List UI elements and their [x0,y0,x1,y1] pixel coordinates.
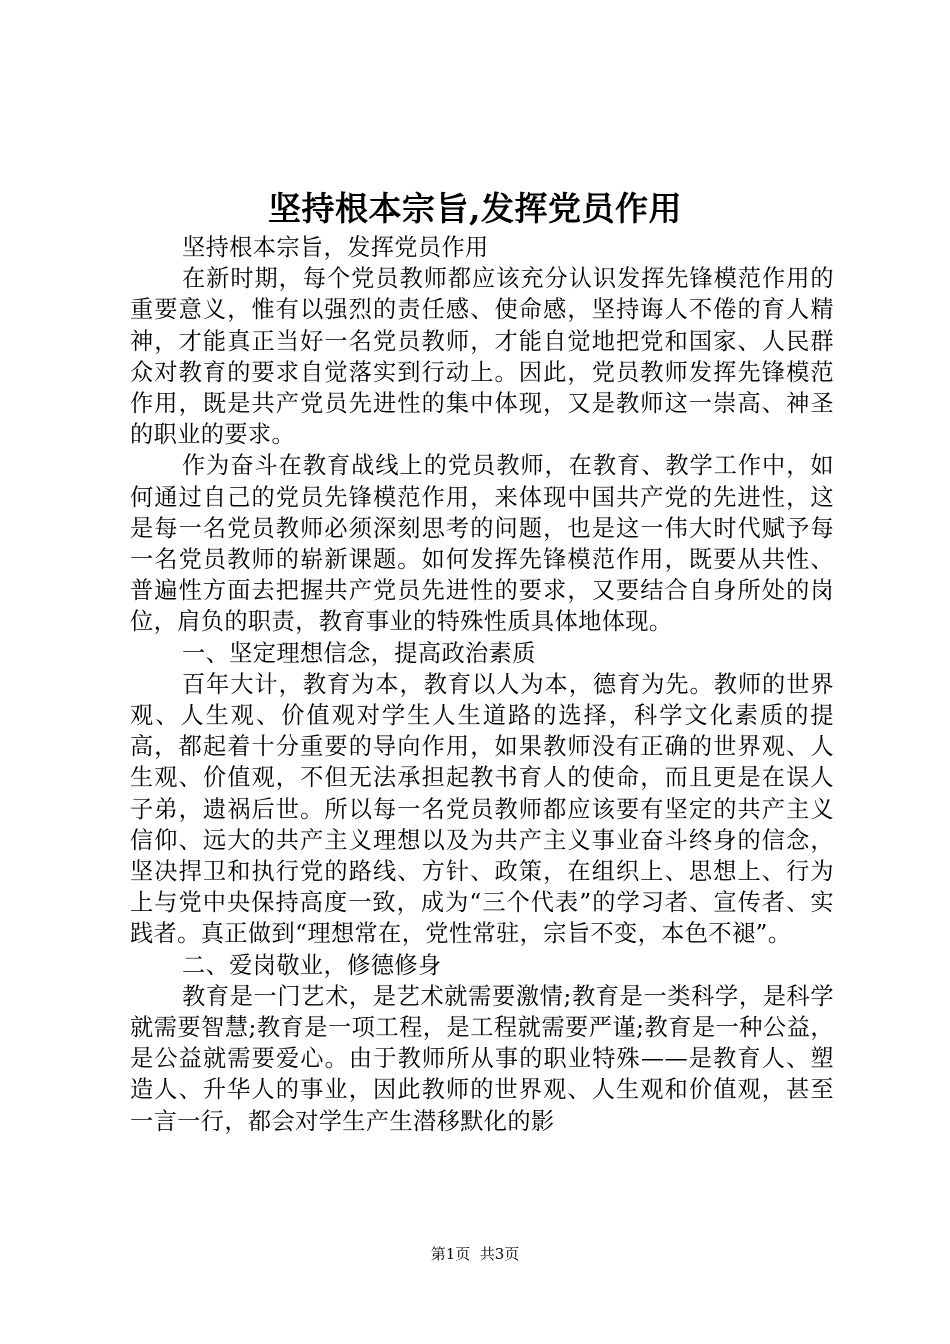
document-body [130,232,834,1137]
paragraph: 教育是一门艺术，是艺术就需要激情;教育是一类科学，是科学就需要智慧;教育是一项工程，是工程就需要严谨;教育是一种公益，是公益就需要爱心。由于教师所从事的职业特殊——是教育人、塑造人、升华人的事业，因此教师的世界观、人生观和价值观，甚至一言一行，都会对学生产生潜移默化的影 [130,982,834,1135]
page-number: 第1页 共3页 [430,1245,520,1263]
section-heading: 二、爱岗敬业，修德修身 [182,951,442,979]
paragraph-subtitle: 坚持根本宗旨，发挥党员作用 [182,234,489,261]
paragraph: 在新时期，每个党员教师都应该充分认识发挥先锋模范作用的重要意义，惟有以强烈的责任感、使命感，坚持诲人不倦的育人精神，才能真正当好一名党员教师，才能自觉地把党和国家、人民群众对教育的要求自觉落实到行动上。因此，党员教师发挥先锋模范作用，既是共产党员先进性的集中体现，又是教师这一崇高、神圣的职业的要求。 [130,265,834,449]
section-heading: 一、坚定理想信念，提高政治素质 [182,639,536,667]
page-footer [0,1244,950,1264]
paragraph: 百年大计，教育为本，教育以人为本，德育为先。教师的世界观、人生观、价值观对学生人生道路的选择，科学文化素质的提高，都起着十分重要的导向作用，如果教师没有正确的世界观、人生观、价值观，不但无法承担起教书育人的使命，而且更是在误人子弟，遗祸后世。所以每一名党员教师都应该要有坚定的共产主义信仰、远大的共产主义理想以及为共产主义事业奋斗终身的信念，坚决捍卫和执行党的路线、方针、政策，在组织上、思想上、行为上与党中央保持高度一致，成为“三个代表”的学习者、宣传者、实践者。真正做到“理想常在，党性常驻，宗旨不变，本色不褪”。 [130,670,834,948]
paragraph: 作为奋斗在教育战线上的党员教师，在教育、教学工作中，如何通过自己的党员先锋模范作用，来体现中国共产党的先进性，这是每一名党员教师必须深刻思考的问题，也是这一伟大时代赋予每一名党员教师的崭新课题。如何发挥先锋模范作用，既要从共性、普遍性方面去把握共产党员先进性的要求，又要结合自身所处的岗位，肩负的职责，教育事业的特殊性质具体地体现。 [130,452,834,636]
document-title: 坚持根本宗旨,发挥党员作用 [268,189,682,228]
